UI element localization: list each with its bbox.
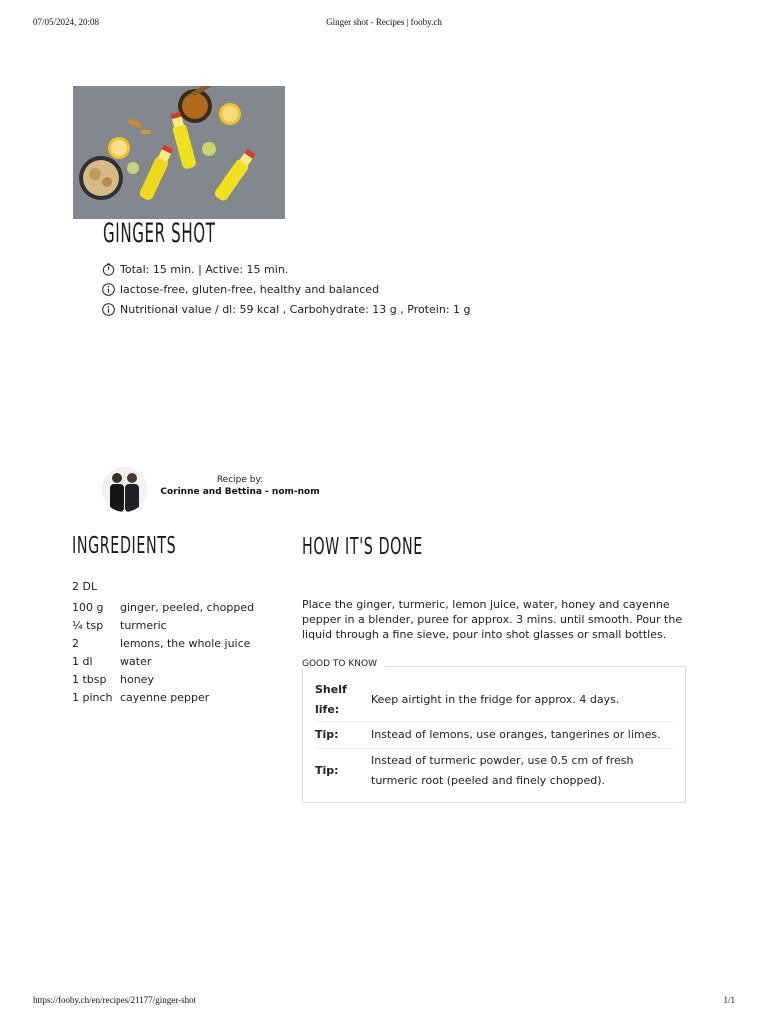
info-icon xyxy=(102,303,115,316)
good-to-know-row xyxy=(315,722,673,749)
print-header xyxy=(33,17,735,29)
info-icon xyxy=(102,283,115,296)
instructions-text: Place the ginger, turmeric, lemon juice, water, honey and cayenne pepper in a blender, puree for approx. 3 mins. until smooth. Pour the liquid through a fine sieve, pour into shot glasses or small bottles. xyxy=(302,598,683,641)
ingredient-qty: 2 xyxy=(72,637,79,650)
ingredient-row xyxy=(72,636,272,654)
ingredient-name: turmeric xyxy=(120,619,167,632)
ingredient-name: cayenne pepper xyxy=(120,691,210,704)
recipe-tags xyxy=(102,283,379,296)
ingredient-row xyxy=(72,672,272,690)
good-to-know-value: Keep airtight in the fridge for approx. 4 days. xyxy=(371,693,620,706)
recipe-time-text: Total: 15 min. | Active: 15 min. xyxy=(120,263,289,276)
recipe-nutrition xyxy=(102,303,471,316)
ingredient-name: water xyxy=(120,655,152,668)
good-to-know-label: GOOD TO KNOW xyxy=(302,659,385,669)
recipe-time xyxy=(102,263,288,276)
author-name[interactable]: Corinne and Bettina - nom-nom xyxy=(160,487,320,497)
ingredient-row xyxy=(72,690,272,708)
ingredient-qty: 1 pinch xyxy=(72,691,113,704)
ingredient-name: ginger, peeled, chopped xyxy=(120,601,255,614)
author-by-label: Recipe by: xyxy=(216,475,264,485)
ingredients-heading: INGREDIENTS xyxy=(72,533,177,559)
good-to-know-key: Shelf life: xyxy=(315,683,347,716)
recipe-nutrition-text: Nutritional value / dl: 59 kcal , Carbohydrate: 13 g , Protein: 1 g xyxy=(120,303,471,316)
ingredient-row xyxy=(72,600,272,618)
good-to-know-box xyxy=(302,666,686,803)
ingredient-row xyxy=(72,654,272,672)
author-avatar[interactable] xyxy=(102,467,147,512)
ingredient-name: honey xyxy=(120,673,154,686)
ingredients-list xyxy=(72,600,272,708)
print-datetime: 07/05/2024, 20:08 xyxy=(33,17,100,27)
recipe-tags-text: lactose-free, gluten-free, healthy and balanced xyxy=(120,283,380,296)
ingredient-row xyxy=(72,618,272,636)
good-to-know-row xyxy=(315,749,673,793)
ingredient-qty: ¼ tsp xyxy=(72,619,104,632)
hero-illustration xyxy=(73,86,285,219)
good-to-know-value: Instead of lemons, use oranges, tangerines or limes. xyxy=(371,728,661,741)
print-url: https://fooby.ch/en/recipes/21177/ginger-shot xyxy=(33,995,197,1005)
servings: 2 DL xyxy=(72,580,98,593)
print-page-title: Ginger shot - Recipes | fooby.ch xyxy=(326,17,442,27)
good-to-know-key: Tip: xyxy=(315,728,339,741)
recipe-title: GINGER SHOT xyxy=(103,218,216,249)
ingredient-name: lemons, the whole juice xyxy=(120,637,251,650)
recipe-hero-image xyxy=(73,86,285,219)
good-to-know-row xyxy=(315,679,673,722)
good-to-know-value: Instead of turmeric powder, use 0.5 cm of fresh turmeric root (peeled and finely chopped). xyxy=(371,754,634,787)
good-to-know-key: Tip: xyxy=(315,764,339,777)
ingredient-qty: 1 dl xyxy=(72,655,93,668)
stopwatch-icon xyxy=(102,263,115,276)
ingredient-qty: 1 tbsp xyxy=(72,673,107,686)
how-its-done-heading: HOW IT'S DONE xyxy=(302,534,423,560)
ingredient-qty: 100 g xyxy=(72,601,104,614)
print-footer xyxy=(33,995,735,1007)
print-page-count: 1/1 xyxy=(723,995,735,1005)
